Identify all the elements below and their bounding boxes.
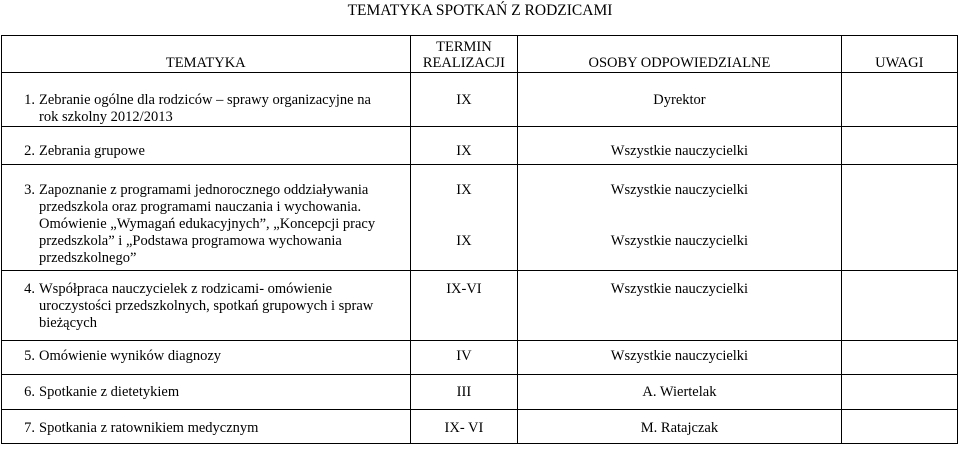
row-number: 3. bbox=[24, 182, 35, 198]
term-cell: IX IX bbox=[410, 165, 518, 271]
topic-line: przedszkola” i „Podstawa programowa wychowania bbox=[39, 233, 342, 249]
header-notes: UWAGI bbox=[841, 36, 957, 73]
notes-cell bbox=[841, 271, 957, 341]
term-cell: III bbox=[410, 375, 518, 410]
topic-cell bbox=[2, 127, 411, 165]
row-number: 1. bbox=[24, 92, 35, 108]
term-cell: IX- VI bbox=[410, 410, 518, 444]
term-cell: IX bbox=[410, 73, 518, 127]
topic-cell bbox=[2, 271, 411, 341]
row-number: 7. bbox=[24, 420, 35, 436]
header-row bbox=[2, 36, 958, 73]
notes-cell bbox=[841, 73, 957, 127]
topic-cell bbox=[2, 73, 411, 127]
table-row bbox=[2, 410, 958, 444]
topic-line: Omówienie wyników diagnozy bbox=[39, 348, 222, 364]
topic-line: przedszkola oraz programami nauczania i wychowania. bbox=[39, 199, 362, 215]
topic-line: Spotkania z ratownikiem medycznym bbox=[39, 420, 259, 436]
term-cell: IX-VI bbox=[410, 271, 518, 341]
header-term: TERMIN REALIZACJI bbox=[410, 36, 518, 73]
table-row bbox=[2, 165, 958, 271]
topic-cell bbox=[2, 410, 411, 444]
notes-cell bbox=[841, 341, 957, 375]
responsible-cell: Wszystkie nauczycielki bbox=[518, 127, 841, 165]
table-row bbox=[2, 73, 958, 127]
notes-cell bbox=[841, 127, 957, 165]
row-number: 2. bbox=[24, 143, 35, 159]
topic-line: Spotkanie z dietetykiem bbox=[39, 384, 180, 400]
table-row bbox=[2, 127, 958, 165]
responsible-cell: Wszystkie nauczycielki bbox=[518, 271, 841, 341]
responsible-cell: Dyrektor bbox=[518, 73, 841, 127]
topic-line: rok szkolny 2012/2013 bbox=[39, 109, 173, 125]
term-cell: IV bbox=[410, 341, 518, 375]
notes-cell bbox=[841, 410, 957, 444]
table-row bbox=[2, 341, 958, 375]
topic-line: bieżących bbox=[39, 315, 97, 331]
notes-cell bbox=[841, 165, 957, 271]
topic-cell bbox=[2, 341, 411, 375]
topic-line: uroczystości przedszkolnych, spotkań grupowych i spraw bbox=[39, 298, 374, 314]
row-number: 5. bbox=[24, 348, 35, 364]
row-number: 4. bbox=[24, 281, 35, 297]
header-responsible: OSOBY ODPOWIEDZIALNE bbox=[518, 36, 841, 73]
topic-line: Omówienie „Wymagań edukacyjnych”, „Koncepcji pracy bbox=[39, 216, 376, 232]
responsible-cell: Wszystkie nauczycielki bbox=[518, 341, 841, 375]
topic-line: przedszkolnego” bbox=[39, 250, 137, 266]
topic-line: Zebrania grupowe bbox=[39, 143, 145, 159]
topic-cell bbox=[2, 165, 411, 271]
responsible-cell: Wszystkie nauczycielki Wszystkie nauczycielki bbox=[518, 165, 841, 271]
topic-cell bbox=[2, 375, 411, 410]
responsible-cell: A. Wiertelak bbox=[518, 375, 841, 410]
notes-cell bbox=[841, 375, 957, 410]
responsible-cell: M. Ratajczak bbox=[518, 410, 841, 444]
table-row bbox=[2, 271, 958, 341]
header-topic: TEMATYKA bbox=[2, 36, 411, 73]
topic-line: Zebranie ogólne dla rodziców – sprawy organizacyjne na bbox=[39, 92, 371, 108]
table-row bbox=[2, 375, 958, 410]
meetings-table bbox=[1, 35, 958, 444]
page-title: TEMATYKA SPOTKAŃ Z RODZICAMI bbox=[347, 2, 613, 19]
row-number: 6. bbox=[24, 384, 35, 400]
topic-line: Współpraca nauczycielek z rodzicami- omówienie bbox=[39, 281, 333, 297]
term-cell: IX bbox=[410, 127, 518, 165]
topic-line: Zapoznanie z programami jednorocznego oddziaływania bbox=[39, 182, 369, 198]
